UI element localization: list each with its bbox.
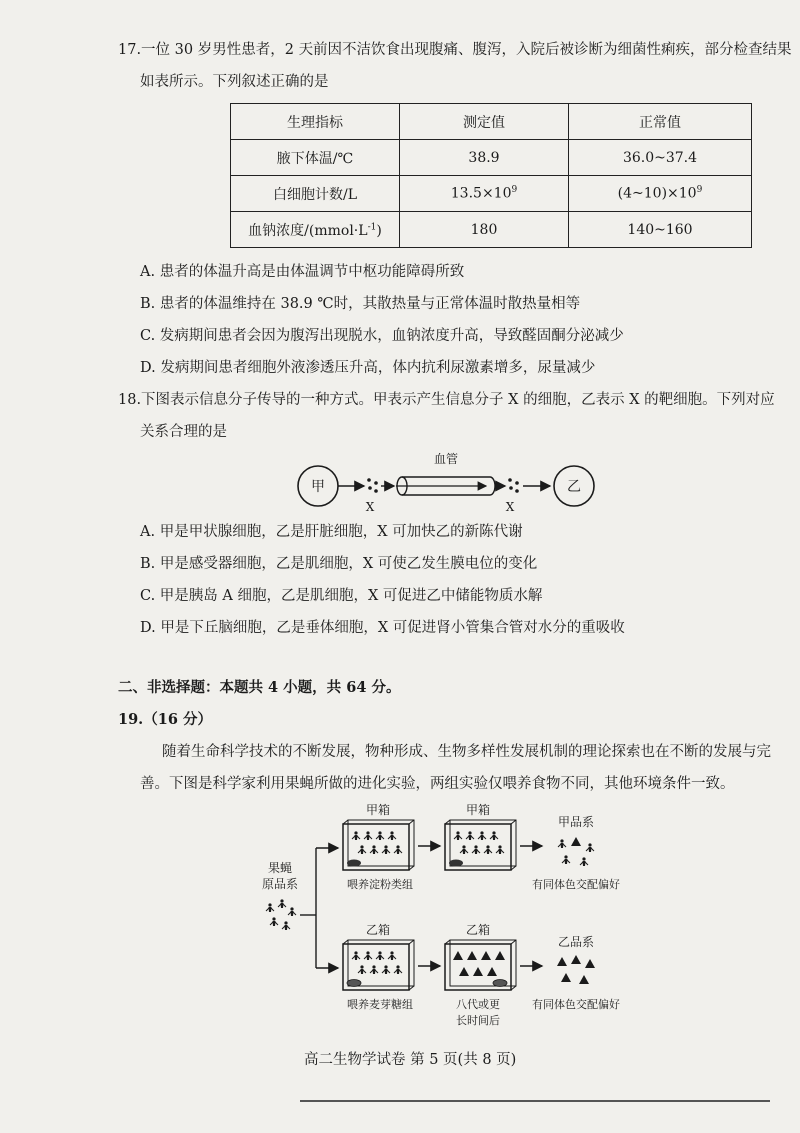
name-tail: ) xyxy=(376,222,382,239)
table-header-cell: 正常值 xyxy=(569,104,752,140)
q19-para-line2: 善。下图是科学家利用果蝇所做的进化实验，两组实验仅喂养食物不同，其他环境条件一致。 xyxy=(140,776,735,792)
strain-b-flies xyxy=(557,955,595,984)
name-exponent: -1 xyxy=(367,221,377,232)
strain-b-label: 乙品系 xyxy=(557,935,595,949)
strain-a-flies xyxy=(558,837,594,866)
footer-rule xyxy=(300,1100,770,1102)
box-b2 xyxy=(445,940,516,990)
strain-a-label: 甲品系 xyxy=(557,815,595,829)
box-b1 xyxy=(343,940,414,990)
page-footer: 高二生物学试卷 第 5 页(共 8 页) xyxy=(304,1052,517,1068)
q17-option-a: A. 患者的体温升高是由体温调节中枢功能障碍所致 xyxy=(140,264,465,280)
table-cell-normal: 140~160 xyxy=(569,212,752,248)
origin-label-line1: 果蝇 xyxy=(267,861,293,875)
cell-a-label: 甲 xyxy=(311,479,325,495)
table-row xyxy=(231,176,752,212)
blood-vessel xyxy=(396,477,495,495)
box-a2 xyxy=(445,820,516,870)
fruit-fly-experiment-figure xyxy=(250,800,630,1045)
cell-b-label: 乙 xyxy=(567,479,581,495)
normal-exponent: 9 xyxy=(696,185,703,196)
q18-option-b: B. 甲是感受器细胞，乙是肌细胞，X 可使乙发生膜电位的变化 xyxy=(140,556,538,572)
q18-option-d: D. 甲是下丘脑细胞，乙是垂体细胞，X 可促进肾小管集合管对水分的重吸收 xyxy=(140,620,625,636)
origin-flies xyxy=(266,899,296,930)
table-header-cell: 测定值 xyxy=(400,104,569,140)
name-base: 血钠浓度/(mmol·L xyxy=(248,222,368,239)
time-label-line1: 八代或更 xyxy=(456,998,500,1011)
table-cell-name: 腋下体温/℃ xyxy=(231,140,400,176)
origin-label-line2: 原品系 xyxy=(261,877,299,891)
table-row xyxy=(231,212,752,248)
molecule-dots-left xyxy=(367,478,378,493)
table-cell-normal: 36.0~37.4 xyxy=(569,140,752,176)
table-cell-name xyxy=(231,212,400,248)
molecule-label-left: X xyxy=(365,500,375,514)
box-b2-label: 乙箱 xyxy=(465,923,491,937)
q18-option-c: C. 甲是胰岛 A 细胞，乙是肌细胞，X 可促进乙中储能物质水解 xyxy=(140,588,543,604)
molecule-dots-right xyxy=(508,478,519,493)
table-header-cell: 生理指标 xyxy=(231,104,400,140)
strain-b-caption: 有同体色交配偏好 xyxy=(532,998,620,1011)
table-cell-measured xyxy=(400,176,569,212)
q17-option-b: B. 患者的体温维持在 38.9 ℃时，其散热量与正常体温时散热量相等 xyxy=(140,296,581,312)
q18-stem-line1: 18.下图表示信息分子传导的一种方式。甲表示产生信息分子 X 的细胞，乙表示 X 的靶细胞。下列对应 xyxy=(118,392,775,408)
q18-option-a: A. 甲是甲状腺细胞，乙是肝脏细胞，X 可加快乙的新陈代谢 xyxy=(140,524,523,540)
normal-base: (4~10)×10 xyxy=(617,185,697,202)
q17-option-d: D. 发病期间患者细胞外液渗透压升高，体内抗利尿激素增多，尿量减少 xyxy=(140,360,596,376)
box-a-caption: 喂养淀粉类组 xyxy=(347,878,413,891)
q19-para-line1: 随着生命科学技术的不断发展，物种形成、生物多样性发展机制的理论探索也在不断的发展与完 xyxy=(162,744,771,760)
box-b1-label: 乙箱 xyxy=(365,923,391,937)
strain-a-caption: 有同体色交配偏好 xyxy=(532,878,620,891)
box-a1 xyxy=(343,820,414,870)
branch-connectors xyxy=(300,848,338,968)
measured-exponent: 9 xyxy=(511,185,518,196)
table-header-row xyxy=(231,104,752,140)
section2-heading: 二、非选择题：本题共 4 小题，共 64 分。 xyxy=(118,679,401,696)
q17-measurement-table xyxy=(230,103,752,248)
q17-stem-line2: 如表所示。下列叙述正确的是 xyxy=(140,74,329,90)
molecule-label-right: X xyxy=(505,500,515,514)
table-cell-name: 白细胞计数/L xyxy=(231,176,400,212)
table-cell-normal xyxy=(569,176,752,212)
q18-stem-line2: 关系合理的是 xyxy=(140,424,227,440)
table-cell-measured: 180 xyxy=(400,212,569,248)
time-label-line2: 长时间后 xyxy=(456,1014,500,1027)
measured-base: 13.5×10 xyxy=(450,185,512,202)
box-a1-label: 甲箱 xyxy=(365,803,391,817)
q17-option-c: C. 发病期间患者会因为腹泻出现脱水，血钠浓度升高，导致醛固酮分泌减少 xyxy=(140,328,624,344)
box-a2-label: 甲箱 xyxy=(465,803,491,817)
box-b-caption: 喂养麦芽糖组 xyxy=(347,998,413,1011)
q19-number: 19.（16 分） xyxy=(118,711,212,728)
signal-transduction-diagram xyxy=(280,448,620,520)
q17-stem-line1: 17.一位 30 岁男性患者，2 天前因不洁饮食出现腹痛、腹泻，入院后被诊断为细菌性痢疾，部分检查结果 xyxy=(118,42,792,58)
vessel-label: 血管 xyxy=(433,452,459,466)
table-cell-measured: 38.9 xyxy=(400,140,569,176)
table-row xyxy=(231,140,752,176)
